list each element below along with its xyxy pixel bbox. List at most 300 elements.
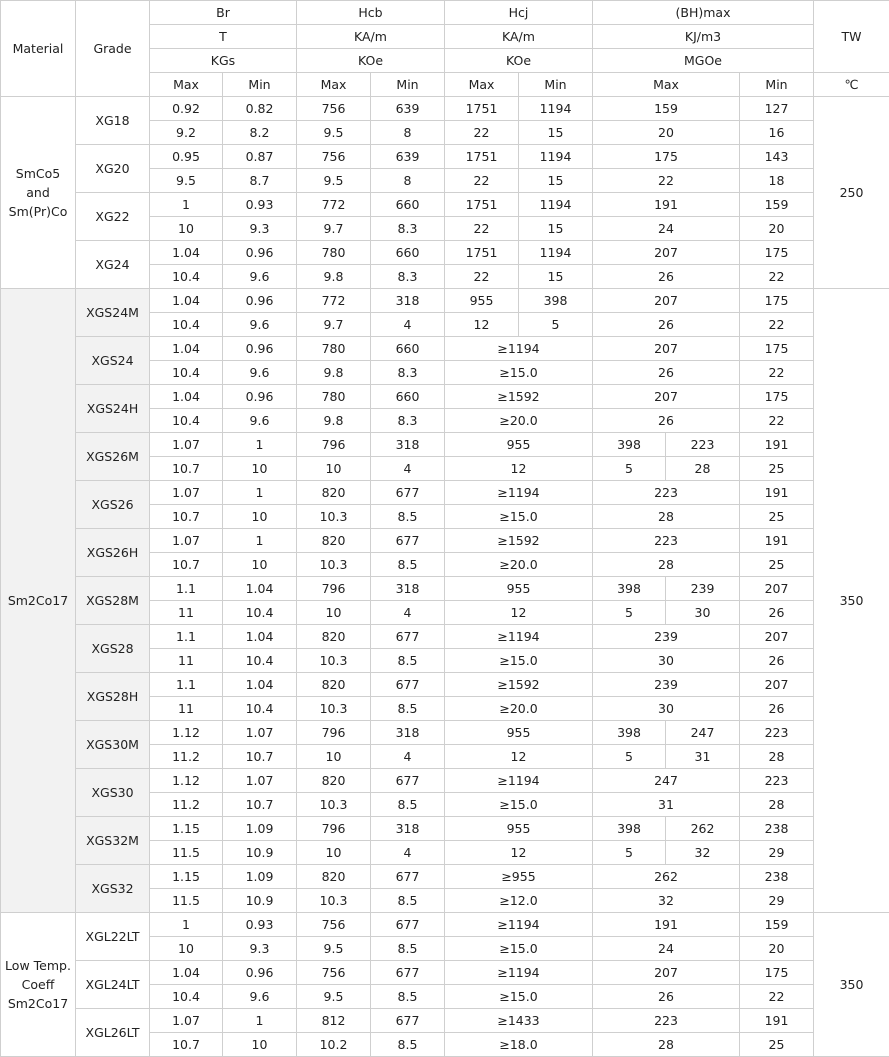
value-cell: ≥12.0 [445, 889, 593, 913]
value-cell: 26 [593, 313, 740, 337]
value-cell: 660 [371, 337, 445, 361]
value-cell: 4 [371, 745, 445, 769]
value-cell: 24 [593, 217, 740, 241]
value-cell: 22 [593, 169, 740, 193]
value-cell: 207 [740, 673, 814, 697]
value-cell: 955 [445, 721, 593, 745]
value-cell: 0.96 [223, 241, 297, 265]
value-cell: 820 [297, 481, 371, 505]
value-cell: 955 [445, 577, 593, 601]
value-cell: 223 [593, 1009, 740, 1033]
header-hcj: Hcj [445, 1, 593, 25]
value-cell: 15 [519, 265, 593, 289]
value-cell: ≥1592 [445, 385, 593, 409]
table-row [1, 625, 889, 649]
header-br: Br [150, 1, 297, 25]
value-cell: 4 [371, 601, 445, 625]
value-cell: 1.04 [150, 337, 223, 361]
value-cell: 8.5 [371, 649, 445, 673]
table-row [1, 385, 889, 409]
value-cell: 10.7 [150, 505, 223, 529]
grade-name: XGS30 [76, 769, 150, 817]
value-cell: 9.5 [297, 121, 371, 145]
value-cell: 247 [666, 721, 740, 745]
value-cell: 28 [666, 457, 740, 481]
value-cell: 10.4 [150, 313, 223, 337]
value-cell: 9.6 [223, 409, 297, 433]
grade-name: XGL26LT [76, 1009, 150, 1057]
value-cell: 1.07 [150, 481, 223, 505]
value-cell: 780 [297, 337, 371, 361]
value-cell: 26 [593, 361, 740, 385]
grade-name: XGL22LT [76, 913, 150, 961]
value-cell: 10.4 [150, 265, 223, 289]
value-cell: 24 [593, 937, 740, 961]
table-header [1, 1, 889, 97]
value-cell: 1751 [445, 193, 519, 217]
table-row [1, 577, 889, 601]
value-cell: 262 [666, 817, 740, 841]
value-cell: 12 [445, 313, 519, 337]
material-group [1, 913, 889, 1057]
value-cell: 25 [740, 505, 814, 529]
value-cell: ≥20.0 [445, 409, 593, 433]
header-bh-min: Min [740, 73, 814, 97]
tw-value: 350 [814, 913, 889, 1057]
value-cell: 10.3 [297, 793, 371, 817]
value-cell: 10.7 [150, 1033, 223, 1057]
value-cell: 10.4 [150, 985, 223, 1009]
value-cell: 660 [371, 385, 445, 409]
value-cell: 10 [223, 505, 297, 529]
value-cell: 1.1 [150, 673, 223, 697]
value-cell: 1.07 [223, 769, 297, 793]
value-cell: 398 [593, 433, 666, 457]
value-cell: 9.3 [223, 217, 297, 241]
value-cell: 10.3 [297, 553, 371, 577]
value-cell: 223 [666, 433, 740, 457]
value-cell: 10.4 [223, 601, 297, 625]
header-hcj-unit-si: KA/m [445, 25, 593, 49]
table-row [1, 97, 889, 121]
header-hcb-max: Max [297, 73, 371, 97]
value-cell: 10 [150, 217, 223, 241]
value-cell: 1.04 [150, 241, 223, 265]
value-cell: 32 [593, 889, 740, 913]
value-cell: 4 [371, 841, 445, 865]
value-cell: 10.7 [223, 793, 297, 817]
value-cell: 11 [150, 649, 223, 673]
value-cell: 9.2 [150, 121, 223, 145]
header-grade: Grade [76, 1, 150, 97]
value-cell: 812 [297, 1009, 371, 1033]
value-cell: 22 [445, 169, 519, 193]
value-cell: 1.1 [150, 625, 223, 649]
header-bh-unit-cgs: MGOe [593, 49, 814, 73]
grade-name: XGS28M [76, 577, 150, 625]
value-cell: 1.07 [150, 1009, 223, 1033]
value-cell: 0.96 [223, 961, 297, 985]
grade-name: XGS26M [76, 433, 150, 481]
grade-name: XGS26H [76, 529, 150, 577]
value-cell: 191 [593, 913, 740, 937]
header-hcj-unit-cgs: KOe [445, 49, 593, 73]
value-cell: 1.04 [223, 577, 297, 601]
value-cell: 9.5 [150, 169, 223, 193]
value-cell: 1.09 [223, 865, 297, 889]
value-cell: 22 [740, 313, 814, 337]
value-cell: 11.5 [150, 889, 223, 913]
value-cell: 398 [593, 577, 666, 601]
value-cell: 26 [740, 697, 814, 721]
material-name: Sm2Co17 [1, 289, 76, 913]
value-cell: 175 [740, 385, 814, 409]
value-cell: 25 [740, 553, 814, 577]
value-cell: 32 [666, 841, 740, 865]
value-cell: 10.7 [150, 553, 223, 577]
value-cell: 1.04 [150, 385, 223, 409]
table-row [1, 961, 889, 985]
value-cell: ≥1592 [445, 673, 593, 697]
value-cell: 28 [593, 505, 740, 529]
value-cell: ≥15.0 [445, 937, 593, 961]
value-cell: 10.3 [297, 697, 371, 721]
value-cell: 0.96 [223, 385, 297, 409]
value-cell: 20 [740, 937, 814, 961]
value-cell: 756 [297, 145, 371, 169]
value-cell: 238 [740, 865, 814, 889]
value-cell: 159 [740, 913, 814, 937]
value-cell: 26 [593, 265, 740, 289]
value-cell: 4 [371, 457, 445, 481]
grade-name: XGS26 [76, 481, 150, 529]
material-name: Low Temp. Coeff Sm2Co17 [1, 913, 76, 1057]
value-cell: 239 [593, 625, 740, 649]
grade-name: XGS24 [76, 337, 150, 385]
value-cell: 0.93 [223, 913, 297, 937]
value-cell: 9.5 [297, 985, 371, 1009]
value-cell: 10.9 [223, 841, 297, 865]
value-cell: 26 [593, 409, 740, 433]
value-cell: 398 [593, 721, 666, 745]
value-cell: 9.6 [223, 361, 297, 385]
value-cell: 1194 [519, 241, 593, 265]
value-cell: 318 [371, 817, 445, 841]
value-cell: ≥1194 [445, 913, 593, 937]
value-cell: 1 [150, 913, 223, 937]
grade-name: XG18 [76, 97, 150, 145]
value-cell: 1 [150, 193, 223, 217]
value-cell: 22 [445, 217, 519, 241]
value-cell: 1.07 [223, 721, 297, 745]
table-row [1, 193, 889, 217]
value-cell: 10 [223, 553, 297, 577]
value-cell: 820 [297, 673, 371, 697]
table-row [1, 865, 889, 889]
header-hcb-unit-cgs: KOe [297, 49, 445, 73]
value-cell: 772 [297, 289, 371, 313]
grade-name: XG22 [76, 193, 150, 241]
grade-name: XG24 [76, 241, 150, 289]
value-cell: 9.8 [297, 361, 371, 385]
value-cell: 10 [223, 457, 297, 481]
value-cell: 0.95 [150, 145, 223, 169]
value-cell: 22 [740, 265, 814, 289]
value-cell: 5 [593, 601, 666, 625]
value-cell: 1 [223, 433, 297, 457]
value-cell: 9.6 [223, 985, 297, 1009]
value-cell: 0.93 [223, 193, 297, 217]
value-cell: 11 [150, 601, 223, 625]
value-cell: 11.2 [150, 745, 223, 769]
value-cell: 0.96 [223, 337, 297, 361]
value-cell: 223 [593, 529, 740, 553]
value-cell: 796 [297, 577, 371, 601]
value-cell: 1 [223, 481, 297, 505]
value-cell: 677 [371, 961, 445, 985]
value-cell: 207 [740, 577, 814, 601]
value-cell: 9.7 [297, 313, 371, 337]
value-cell: 0.92 [150, 97, 223, 121]
value-cell: 10 [297, 841, 371, 865]
value-cell: 1194 [519, 193, 593, 217]
value-cell: 10.3 [297, 649, 371, 673]
value-cell: 318 [371, 721, 445, 745]
value-cell: 12 [445, 601, 593, 625]
value-cell: 8.3 [371, 265, 445, 289]
grade-name: XGS24M [76, 289, 150, 337]
value-cell: ≥15.0 [445, 505, 593, 529]
header-bh-max: Max [593, 73, 740, 97]
table-row [1, 721, 889, 745]
value-cell: 398 [519, 289, 593, 313]
value-cell: 207 [593, 961, 740, 985]
value-cell: 820 [297, 865, 371, 889]
table-row [1, 289, 889, 313]
value-cell: 31 [666, 745, 740, 769]
value-cell: 10 [297, 745, 371, 769]
value-cell: 8.2 [223, 121, 297, 145]
value-cell: 677 [371, 673, 445, 697]
value-cell: 9.6 [223, 313, 297, 337]
value-cell: 5 [519, 313, 593, 337]
value-cell: 1.12 [150, 769, 223, 793]
value-cell: 8.3 [371, 409, 445, 433]
value-cell: 955 [445, 289, 519, 313]
value-cell: 796 [297, 721, 371, 745]
value-cell: 191 [740, 1009, 814, 1033]
value-cell: 30 [593, 697, 740, 721]
grade-name: XGS28 [76, 625, 150, 673]
value-cell: 9.8 [297, 409, 371, 433]
value-cell: 8 [371, 169, 445, 193]
value-cell: 660 [371, 241, 445, 265]
value-cell: ≥18.0 [445, 1033, 593, 1057]
value-cell: 10.9 [223, 889, 297, 913]
value-cell: 207 [593, 337, 740, 361]
value-cell: 9.3 [223, 937, 297, 961]
value-cell: 239 [666, 577, 740, 601]
value-cell: 955 [445, 433, 593, 457]
value-cell: 15 [519, 217, 593, 241]
value-cell: ≥20.0 [445, 697, 593, 721]
value-cell: ≥1194 [445, 625, 593, 649]
value-cell: 30 [593, 649, 740, 673]
value-cell: 8.5 [371, 505, 445, 529]
value-cell: 238 [740, 817, 814, 841]
header-tw-unit: ℃ [814, 73, 889, 97]
value-cell: 9.5 [297, 169, 371, 193]
value-cell: 11 [150, 697, 223, 721]
value-cell: 780 [297, 241, 371, 265]
value-cell: 1 [223, 529, 297, 553]
value-cell: 28 [740, 793, 814, 817]
value-cell: 10 [223, 1033, 297, 1057]
value-cell: ≥15.0 [445, 985, 593, 1009]
value-cell: 143 [740, 145, 814, 169]
value-cell: 191 [740, 433, 814, 457]
value-cell: ≥1194 [445, 337, 593, 361]
value-cell: 10 [150, 937, 223, 961]
value-cell: 159 [740, 193, 814, 217]
tw-value: 250 [814, 97, 889, 289]
header-material: Material [1, 1, 76, 97]
value-cell: ≥1194 [445, 961, 593, 985]
value-cell: 820 [297, 529, 371, 553]
grade-name: XGS30M [76, 721, 150, 769]
value-cell: 239 [593, 673, 740, 697]
header-hcj-min: Min [519, 73, 593, 97]
value-cell: 318 [371, 289, 445, 313]
table-row [1, 481, 889, 505]
value-cell: 223 [740, 721, 814, 745]
value-cell: 4 [371, 313, 445, 337]
value-cell: 175 [593, 145, 740, 169]
table-row [1, 433, 889, 457]
header-br-unit-si: T [150, 25, 297, 49]
value-cell: 207 [593, 289, 740, 313]
value-cell: 26 [740, 601, 814, 625]
value-cell: 0.82 [223, 97, 297, 121]
value-cell: 8.5 [371, 697, 445, 721]
material-name: SmCo5 and Sm(Pr)Co [1, 97, 76, 289]
table-row [1, 913, 889, 937]
header-tw: TW [814, 1, 889, 73]
value-cell: 8.5 [371, 553, 445, 577]
header-br-unit-cgs: KGs [150, 49, 297, 73]
value-cell: 10.4 [150, 409, 223, 433]
table-row [1, 673, 889, 697]
value-cell: 5 [593, 457, 666, 481]
value-cell: 10.4 [223, 697, 297, 721]
value-cell: 1.04 [150, 961, 223, 985]
value-cell: 22 [445, 265, 519, 289]
value-cell: 756 [297, 913, 371, 937]
value-cell: 780 [297, 385, 371, 409]
value-cell: 11.5 [150, 841, 223, 865]
value-cell: ≥1194 [445, 769, 593, 793]
value-cell: 9.7 [297, 217, 371, 241]
value-cell: 1.09 [223, 817, 297, 841]
value-cell: 30 [666, 601, 740, 625]
value-cell: 12 [445, 745, 593, 769]
value-cell: ≥15.0 [445, 361, 593, 385]
value-cell: 191 [740, 529, 814, 553]
table-row [1, 145, 889, 169]
material-group [1, 97, 889, 289]
value-cell: 10.4 [223, 649, 297, 673]
table-row [1, 1009, 889, 1033]
value-cell: 207 [593, 241, 740, 265]
value-cell: 5 [593, 745, 666, 769]
value-cell: 127 [740, 97, 814, 121]
value-cell: 1.12 [150, 721, 223, 745]
value-cell: 8.3 [371, 361, 445, 385]
value-cell: 15 [519, 121, 593, 145]
value-cell: ≥15.0 [445, 649, 593, 673]
value-cell: 8.5 [371, 793, 445, 817]
table-row [1, 769, 889, 793]
value-cell: 639 [371, 97, 445, 121]
value-cell: 318 [371, 577, 445, 601]
header-hcb-min: Min [371, 73, 445, 97]
value-cell: 10 [297, 601, 371, 625]
value-cell: 20 [593, 121, 740, 145]
value-cell: 9.8 [297, 265, 371, 289]
value-cell: 22 [445, 121, 519, 145]
value-cell: 175 [740, 241, 814, 265]
value-cell: 191 [593, 193, 740, 217]
value-cell: 223 [593, 481, 740, 505]
value-cell: 796 [297, 817, 371, 841]
value-cell: 9.6 [223, 265, 297, 289]
value-cell: 223 [740, 769, 814, 793]
value-cell: 247 [593, 769, 740, 793]
value-cell: 677 [371, 913, 445, 937]
value-cell: 5 [593, 841, 666, 865]
value-cell: ≥1194 [445, 481, 593, 505]
value-cell: 677 [371, 529, 445, 553]
value-cell: 10.4 [150, 361, 223, 385]
value-cell: 10.3 [297, 889, 371, 913]
table-row [1, 337, 889, 361]
value-cell: 1751 [445, 97, 519, 121]
value-cell: 12 [445, 841, 593, 865]
value-cell: 756 [297, 97, 371, 121]
value-cell: 175 [740, 289, 814, 313]
value-cell: 28 [593, 553, 740, 577]
value-cell: 10.2 [297, 1033, 371, 1057]
grade-name: XGS28H [76, 673, 150, 721]
value-cell: 31 [593, 793, 740, 817]
value-cell: ≥955 [445, 865, 593, 889]
value-cell: 0.96 [223, 289, 297, 313]
grade-name: XGS32M [76, 817, 150, 865]
value-cell: 8.5 [371, 1033, 445, 1057]
header-bhmax: (BH)max [593, 1, 814, 25]
grade-name: XGS32 [76, 865, 150, 913]
value-cell: 25 [740, 1033, 814, 1057]
value-cell: 1.07 [150, 529, 223, 553]
value-cell: 1.04 [223, 673, 297, 697]
value-cell: 28 [593, 1033, 740, 1057]
value-cell: 159 [593, 97, 740, 121]
value-cell: 26 [593, 985, 740, 1009]
header-br-max: Max [150, 73, 223, 97]
value-cell: 820 [297, 625, 371, 649]
value-cell: 175 [740, 961, 814, 985]
value-cell: 318 [371, 433, 445, 457]
